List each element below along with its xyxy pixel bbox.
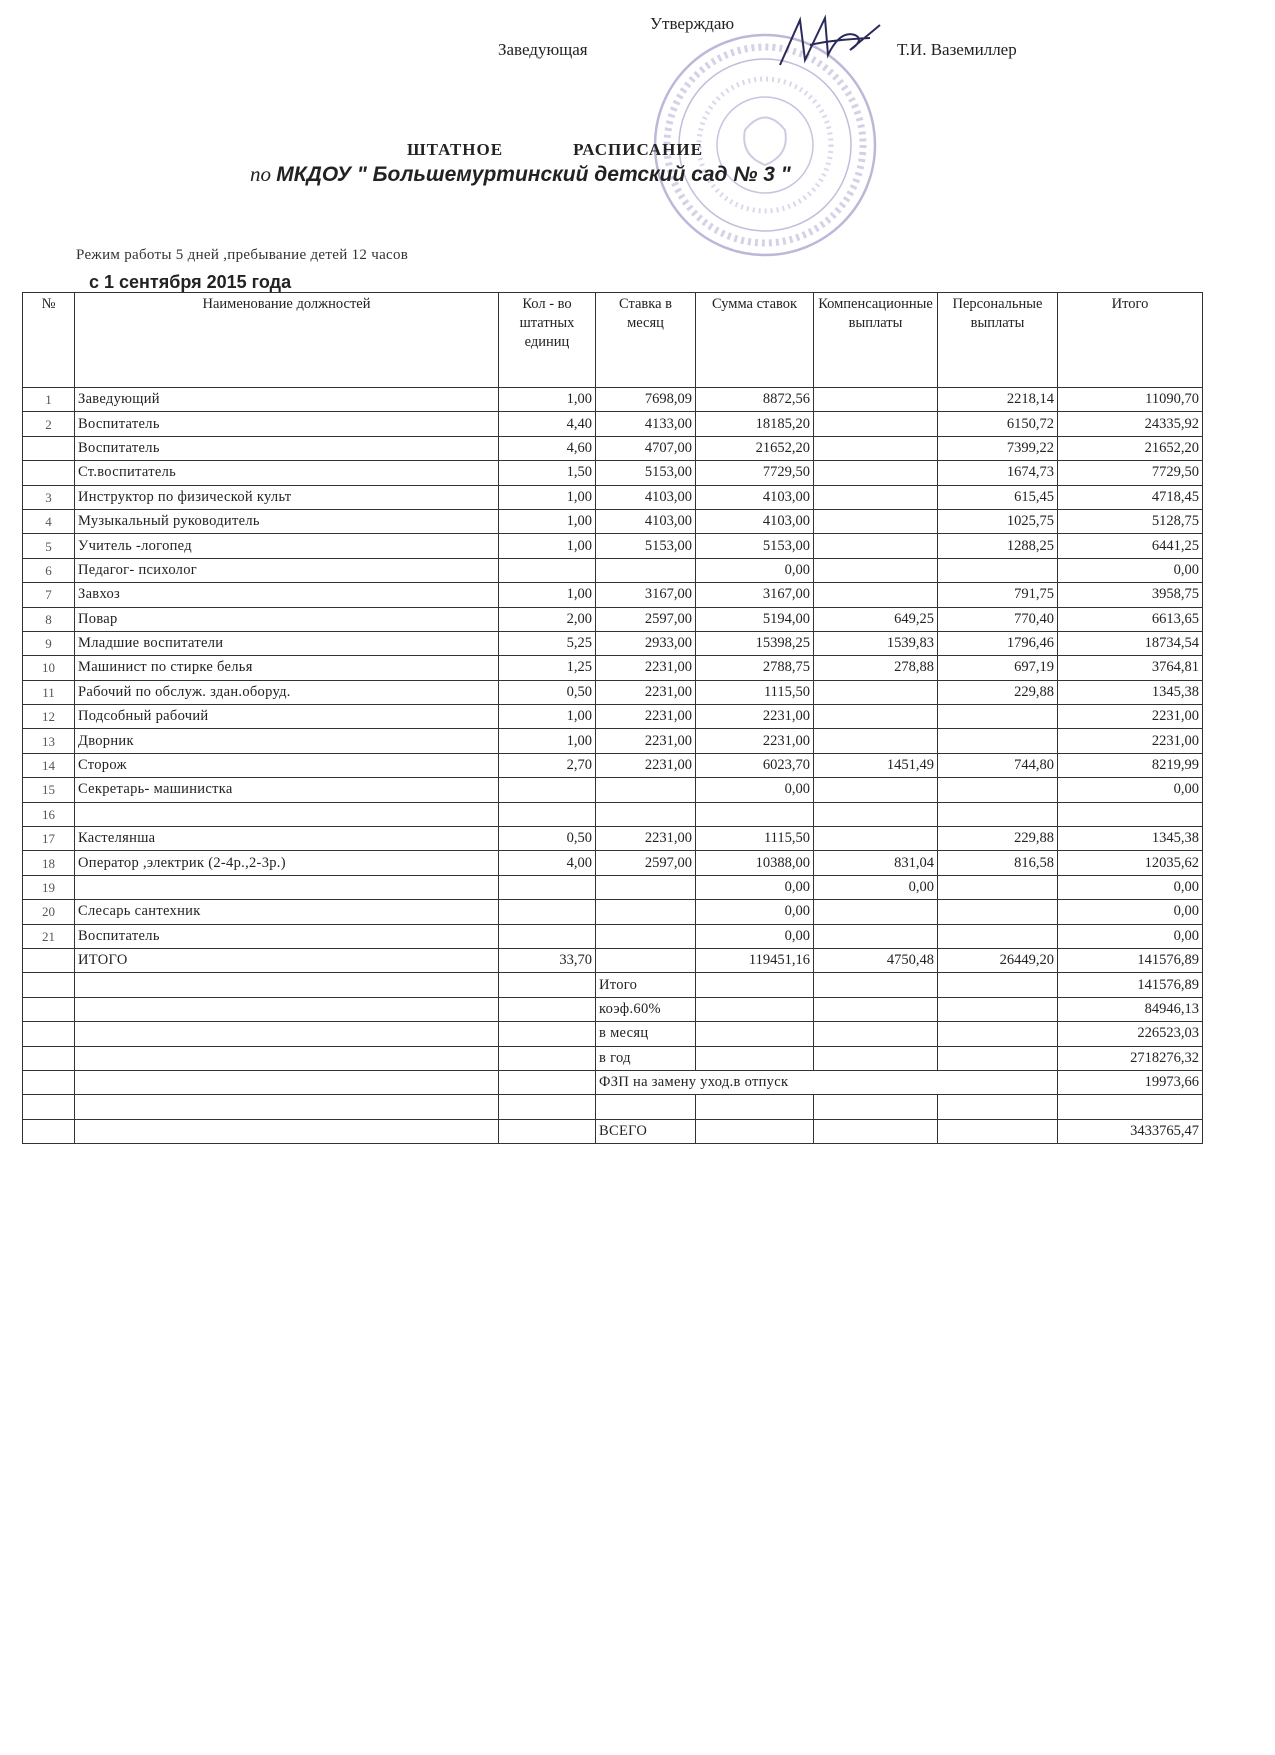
approver-name: Т.И. Ваземиллер [897, 40, 1017, 59]
table-row [23, 607, 1203, 631]
table-row [23, 924, 1203, 948]
column-header: Кол - во штатных единиц [499, 293, 596, 388]
table-cell: Воспитатель [75, 436, 499, 460]
table-cell: 4718,45 [1058, 485, 1203, 509]
summary-value: 19973,66 [1058, 1070, 1203, 1094]
table-cell [814, 509, 938, 533]
table-cell [814, 534, 938, 558]
summary-label: ФЗП на замену уход.в отпуск [596, 1070, 1058, 1094]
table-cell [814, 461, 938, 485]
total-row [23, 948, 1203, 972]
organization-prefix: по [250, 162, 271, 186]
signature-mark [770, 10, 890, 80]
empty-cell [499, 1095, 596, 1119]
table-cell [814, 778, 938, 802]
table-row [23, 436, 1203, 460]
empty-cell [814, 997, 938, 1021]
table-cell [499, 778, 596, 802]
table-cell [814, 827, 938, 851]
table-cell: 2231,00 [596, 680, 696, 704]
table-cell [75, 802, 499, 826]
table-row [23, 412, 1203, 436]
table-cell: 20 [23, 900, 75, 924]
table-cell: 0,00 [696, 778, 814, 802]
table-row [23, 753, 1203, 777]
table-row [23, 583, 1203, 607]
table-cell: 6441,25 [1058, 534, 1203, 558]
table-cell: 744,80 [938, 753, 1058, 777]
summary-value: 141576,89 [1058, 973, 1203, 997]
table-row [23, 875, 1203, 899]
table-cell: 0,00 [1058, 558, 1203, 582]
table-cell: 1796,46 [938, 631, 1058, 655]
table-cell [814, 436, 938, 460]
table-cell: 7 [23, 583, 75, 607]
table-cell: 0,00 [1058, 778, 1203, 802]
table-cell: 1451,49 [814, 753, 938, 777]
table-cell: 2218,14 [938, 388, 1058, 412]
table-cell [596, 948, 696, 972]
table-cell [814, 924, 938, 948]
table-row [23, 656, 1203, 680]
empty-cell [696, 1095, 814, 1119]
table-row [23, 558, 1203, 582]
table-cell [814, 583, 938, 607]
table-cell: 1,00 [499, 485, 596, 509]
table-cell: Повар [75, 607, 499, 631]
table-row [23, 534, 1203, 558]
table-cell: 1115,50 [696, 827, 814, 851]
table-cell: 0,00 [696, 900, 814, 924]
table-cell: 5194,00 [696, 607, 814, 631]
table-cell: 6613,65 [1058, 607, 1203, 631]
table-cell: 1,00 [499, 729, 596, 753]
empty-cell [75, 973, 499, 997]
table-cell [75, 875, 499, 899]
table-cell: 1,50 [499, 461, 596, 485]
table-cell [814, 802, 938, 826]
effective-date: с 1 сентября 2015 года [89, 272, 292, 292]
approve-label: Утверждаю [650, 14, 735, 33]
staff-schedule-table [22, 292, 1203, 1144]
table-cell: 229,88 [938, 827, 1058, 851]
table-row [23, 802, 1203, 826]
table-cell: 1288,25 [938, 534, 1058, 558]
work-mode-text: Режим работы 5 дней ,пребывание детей 12 часов [76, 247, 409, 263]
table-cell: 3167,00 [596, 583, 696, 607]
table-cell: 33,70 [499, 948, 596, 972]
empty-cell [814, 973, 938, 997]
table-cell: 0,00 [696, 875, 814, 899]
table-cell: 17 [23, 827, 75, 851]
table-cell: 2597,00 [596, 851, 696, 875]
table-cell [814, 680, 938, 704]
summary-row [23, 1022, 1203, 1046]
table-row [23, 631, 1203, 655]
table-cell: 1,25 [499, 656, 596, 680]
table-cell: 0,00 [1058, 924, 1203, 948]
table-cell: 1,00 [499, 534, 596, 558]
table-cell: 8 [23, 607, 75, 631]
empty-cell [938, 1022, 1058, 1046]
table-cell: Заведующий [75, 388, 499, 412]
summary-row [23, 997, 1203, 1021]
empty-cell [75, 1095, 499, 1119]
table-cell: Секретарь- машинистка [75, 778, 499, 802]
table-cell: 3764,81 [1058, 656, 1203, 680]
table-cell: 4 [23, 509, 75, 533]
summary-value: 3433765,47 [1058, 1119, 1203, 1143]
table-cell [499, 875, 596, 899]
empty-cell [696, 1022, 814, 1046]
table-cell [23, 436, 75, 460]
table-cell: 11 [23, 680, 75, 704]
table-cell [23, 948, 75, 972]
table-cell: 21652,20 [696, 436, 814, 460]
column-header: Итого [1058, 293, 1203, 388]
summary-row [23, 1119, 1203, 1143]
table-row [23, 461, 1203, 485]
summary-row [23, 1095, 1203, 1119]
table-cell: 2,00 [499, 607, 596, 631]
table-cell: 3958,75 [1058, 583, 1203, 607]
empty-cell [23, 1022, 75, 1046]
table-cell: Воспитатель [75, 924, 499, 948]
table-cell: 2597,00 [596, 607, 696, 631]
column-header: Сумма ставок [696, 293, 814, 388]
table-cell: 697,19 [938, 656, 1058, 680]
table-cell: 1,00 [499, 705, 596, 729]
table-cell: Младшие воспитатели [75, 631, 499, 655]
table-cell [23, 461, 75, 485]
title-word-1: ШТАТНОЕ [407, 140, 504, 159]
table-cell: Дворник [75, 729, 499, 753]
summary-row [23, 1070, 1203, 1094]
table-cell: 12035,62 [1058, 851, 1203, 875]
table-row [23, 388, 1203, 412]
empty-cell [814, 1022, 938, 1046]
table-cell: 3167,00 [696, 583, 814, 607]
table-cell: 4,40 [499, 412, 596, 436]
table-cell: 7729,50 [1058, 461, 1203, 485]
table-cell: Учитель -логопед [75, 534, 499, 558]
table-cell: 18 [23, 851, 75, 875]
table-cell: Завхоз [75, 583, 499, 607]
summary-row [23, 973, 1203, 997]
summary-label: коэф.60% [596, 997, 696, 1021]
table-cell: 1 [23, 388, 75, 412]
table-cell: 0,50 [499, 680, 596, 704]
summary-value: 226523,03 [1058, 1022, 1203, 1046]
table-cell [938, 900, 1058, 924]
table-cell: 2231,00 [1058, 705, 1203, 729]
empty-cell [23, 1046, 75, 1070]
table-cell: 15 [23, 778, 75, 802]
table-cell: 770,40 [938, 607, 1058, 631]
table-cell: ИТОГО [75, 948, 499, 972]
table-cell [814, 558, 938, 582]
empty-cell [938, 1095, 1058, 1119]
column-header: Персональные выплаты [938, 293, 1058, 388]
table-cell: 2,70 [499, 753, 596, 777]
table-cell: 10388,00 [696, 851, 814, 875]
table-header-row [23, 293, 1203, 388]
table-cell: 7399,22 [938, 436, 1058, 460]
table-cell: 831,04 [814, 851, 938, 875]
table-cell: 16 [23, 802, 75, 826]
table-cell: 9 [23, 631, 75, 655]
table-cell: 5153,00 [596, 461, 696, 485]
empty-cell [23, 973, 75, 997]
table-cell: 5 [23, 534, 75, 558]
table-cell [596, 802, 696, 826]
table-cell: Ст.воспитатель [75, 461, 499, 485]
empty-cell [499, 1022, 596, 1046]
table-row [23, 729, 1203, 753]
table-cell: 2231,00 [596, 656, 696, 680]
table-cell: Слесарь сантехник [75, 900, 499, 924]
table-cell: 14 [23, 753, 75, 777]
table-cell: 7729,50 [696, 461, 814, 485]
table-cell: 1,00 [499, 583, 596, 607]
table-row [23, 485, 1203, 509]
empty-cell [696, 997, 814, 1021]
empty-cell [696, 1119, 814, 1143]
table-cell: Музыкальный руководитель [75, 509, 499, 533]
empty-cell [499, 1119, 596, 1143]
table-cell: 11090,70 [1058, 388, 1203, 412]
table-cell: 0,00 [1058, 875, 1203, 899]
table-cell: Оператор ,электрик (2-4р.,2-3р.) [75, 851, 499, 875]
table-cell: 1025,75 [938, 509, 1058, 533]
empty-cell [23, 1070, 75, 1094]
table-cell: Инструктор по физической культ [75, 485, 499, 509]
table-cell: 2231,00 [596, 753, 696, 777]
table-cell [596, 875, 696, 899]
organization-line [250, 162, 791, 187]
table-cell [499, 558, 596, 582]
column-header: Компенсационные выплаты [814, 293, 938, 388]
table-cell [596, 900, 696, 924]
empty-cell [938, 973, 1058, 997]
table-cell [814, 729, 938, 753]
table-row [23, 705, 1203, 729]
empty-cell [499, 973, 596, 997]
approver-position: Заведующая [498, 40, 588, 59]
table-cell: 2788,75 [696, 656, 814, 680]
empty-cell [814, 1095, 938, 1119]
table-cell: Машинист по стирке белья [75, 656, 499, 680]
empty-cell [499, 997, 596, 1021]
table-cell: 0,00 [696, 924, 814, 948]
table-row [23, 778, 1203, 802]
table-cell [1058, 802, 1203, 826]
table-cell: 0,00 [696, 558, 814, 582]
table-cell: Подсобный рабочий [75, 705, 499, 729]
table-cell: 816,58 [938, 851, 1058, 875]
table-cell: 7698,09 [596, 388, 696, 412]
table-cell [596, 924, 696, 948]
table-row [23, 827, 1203, 851]
empty-cell [499, 1070, 596, 1094]
table-cell: 0,00 [1058, 900, 1203, 924]
table-cell: 2231,00 [596, 705, 696, 729]
table-cell: 2231,00 [1058, 729, 1203, 753]
title-word-2: РАСПИСАНИЕ [573, 140, 703, 159]
table-cell: 4,60 [499, 436, 596, 460]
table-cell [938, 729, 1058, 753]
column-header: Ставка в месяц [596, 293, 696, 388]
table-cell: 2231,00 [696, 729, 814, 753]
column-header: Наименование должностей [75, 293, 499, 388]
summary-value: 2718276,32 [1058, 1046, 1203, 1070]
table-cell [814, 900, 938, 924]
table-cell: 2 [23, 412, 75, 436]
column-header: № [23, 293, 75, 388]
table-cell: 615,45 [938, 485, 1058, 509]
table-row [23, 851, 1203, 875]
table-cell [938, 778, 1058, 802]
table-cell: 5153,00 [696, 534, 814, 558]
table-cell: 4103,00 [596, 485, 696, 509]
summary-label [596, 1095, 696, 1119]
table-cell [499, 924, 596, 948]
table-cell: 4133,00 [596, 412, 696, 436]
table-cell [814, 705, 938, 729]
table-cell: 1345,38 [1058, 827, 1203, 851]
table-cell: 5,25 [499, 631, 596, 655]
table-cell: 4750,48 [814, 948, 938, 972]
table-cell [938, 924, 1058, 948]
table-row [23, 900, 1203, 924]
table-cell: 5128,75 [1058, 509, 1203, 533]
table-cell: 15398,25 [696, 631, 814, 655]
empty-cell [75, 997, 499, 1021]
table-cell [596, 778, 696, 802]
empty-cell [75, 1046, 499, 1070]
table-cell: 229,88 [938, 680, 1058, 704]
table-cell: 2933,00 [596, 631, 696, 655]
empty-cell [938, 997, 1058, 1021]
table-cell: 6150,72 [938, 412, 1058, 436]
table-cell: 12 [23, 705, 75, 729]
summary-label: ВСЕГО [596, 1119, 696, 1143]
table-cell [814, 485, 938, 509]
table-cell: 10 [23, 656, 75, 680]
table-cell: 2231,00 [596, 827, 696, 851]
table-cell: 8219,99 [1058, 753, 1203, 777]
table-row [23, 680, 1203, 704]
table-cell: 5153,00 [596, 534, 696, 558]
table-cell: 649,25 [814, 607, 938, 631]
summary-value: 84946,13 [1058, 997, 1203, 1021]
table-cell [596, 558, 696, 582]
empty-cell [938, 1119, 1058, 1143]
table-row [23, 509, 1203, 533]
table-cell: 278,88 [814, 656, 938, 680]
table-cell [938, 875, 1058, 899]
empty-cell [75, 1119, 499, 1143]
table-cell: 6023,70 [696, 753, 814, 777]
empty-cell [23, 1119, 75, 1143]
summary-label: в месяц [596, 1022, 696, 1046]
table-cell: 0,00 [814, 875, 938, 899]
table-cell: 0,50 [499, 827, 596, 851]
empty-cell [499, 1046, 596, 1070]
table-cell: Сторож [75, 753, 499, 777]
summary-label: в год [596, 1046, 696, 1070]
table-cell [938, 705, 1058, 729]
empty-cell [814, 1119, 938, 1143]
table-cell: 4707,00 [596, 436, 696, 460]
table-cell: 18734,54 [1058, 631, 1203, 655]
table-cell [938, 558, 1058, 582]
table-cell: 21652,20 [1058, 436, 1203, 460]
table-cell: 1539,83 [814, 631, 938, 655]
document-title [407, 140, 703, 160]
table-cell: 1,00 [499, 509, 596, 533]
table-cell: Педагог- психолог [75, 558, 499, 582]
table-cell: 1345,38 [1058, 680, 1203, 704]
empty-cell [814, 1046, 938, 1070]
table-cell: 3 [23, 485, 75, 509]
table-cell: 4103,00 [596, 509, 696, 533]
table-cell: 1,00 [499, 388, 596, 412]
summary-row [23, 1046, 1203, 1070]
empty-cell [938, 1046, 1058, 1070]
table-cell: 26449,20 [938, 948, 1058, 972]
empty-cell [75, 1070, 499, 1094]
table-cell [499, 802, 596, 826]
summary-label: Итого [596, 973, 696, 997]
table-cell: 141576,89 [1058, 948, 1203, 972]
summary-value [1058, 1095, 1203, 1119]
table-cell: Кастелянша [75, 827, 499, 851]
table-cell: 4103,00 [696, 509, 814, 533]
table-cell: 21 [23, 924, 75, 948]
table-cell: 13 [23, 729, 75, 753]
table-cell: Рабочий по обслуж. здан.оборуд. [75, 680, 499, 704]
empty-cell [23, 1095, 75, 1119]
table-cell: 19 [23, 875, 75, 899]
table-cell: 119451,16 [696, 948, 814, 972]
table-cell: 24335,92 [1058, 412, 1203, 436]
table-cell: Воспитатель [75, 412, 499, 436]
empty-cell [75, 1022, 499, 1046]
empty-cell [23, 997, 75, 1021]
table-cell [814, 388, 938, 412]
table-cell [499, 900, 596, 924]
table-cell: 4,00 [499, 851, 596, 875]
table-cell [696, 802, 814, 826]
organization-name: МКДОУ " Большемуртинский детский сад № 3 " [276, 163, 791, 186]
table-cell: 1115,50 [696, 680, 814, 704]
table-cell [938, 802, 1058, 826]
table-cell: 2231,00 [596, 729, 696, 753]
empty-cell [696, 1046, 814, 1070]
table-cell: 2231,00 [696, 705, 814, 729]
table-cell: 6 [23, 558, 75, 582]
table-cell: 8872,56 [696, 388, 814, 412]
table-cell: 1674,73 [938, 461, 1058, 485]
table-cell: 791,75 [938, 583, 1058, 607]
table-cell: 4103,00 [696, 485, 814, 509]
table-cell: 18185,20 [696, 412, 814, 436]
table-cell [814, 412, 938, 436]
empty-cell [696, 973, 814, 997]
